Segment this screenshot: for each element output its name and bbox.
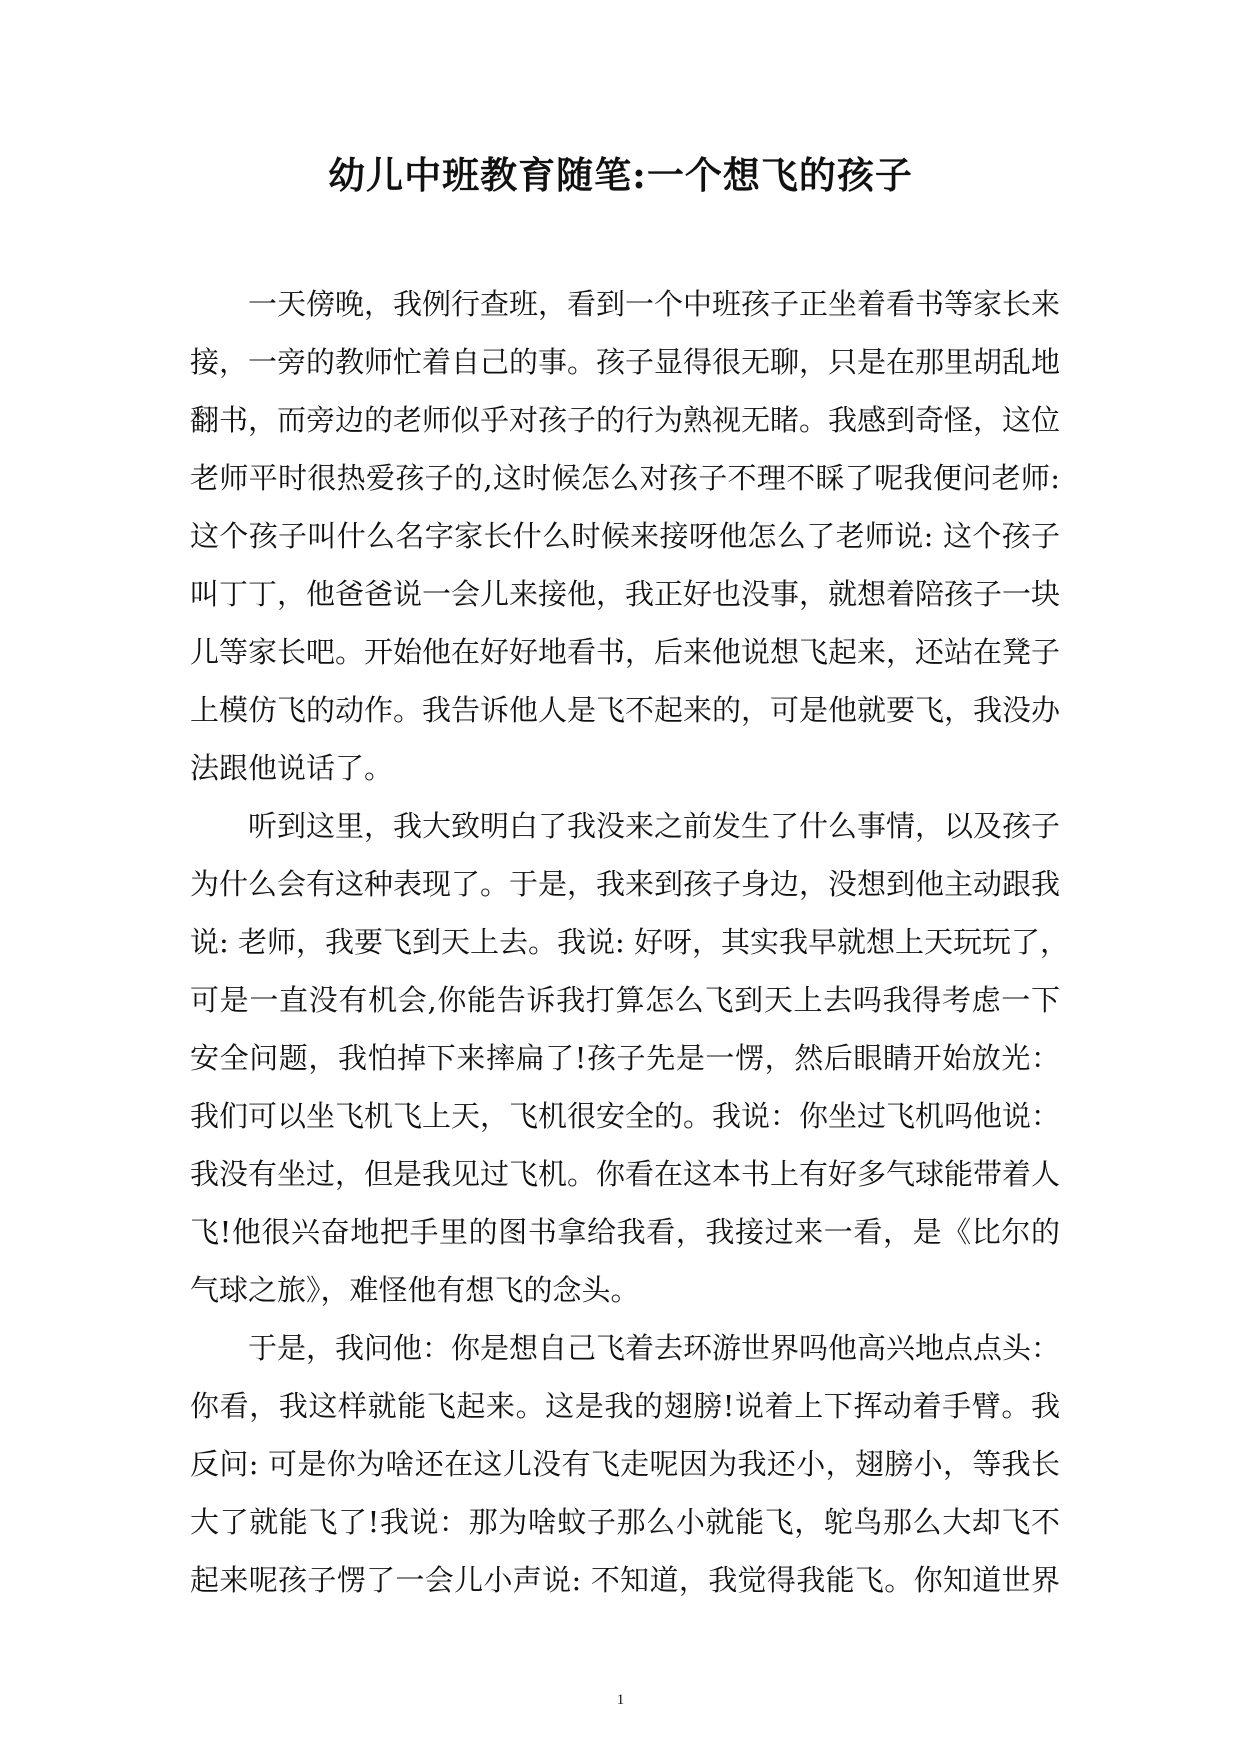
document-body [190,275,1069,1609]
paragraph-3-line-4: 大了就能飞了!我说：那为啥蚊子那么小就能飞，鸵鸟那么大却飞不 [190,1505,1060,1539]
paragraph-1-line-6: 叫丁丁，他爸爸说一会儿来接他，我正好也没事，就想着陪孩子一块 [190,577,1061,611]
paragraph-3-line-2: 你看，我这样就能飞起来。这是我的翅膀!说着上下挥动着手臂。我 [190,1389,1060,1423]
paragraph-2-line-8: 飞!他很兴奋地把手里的图书拿给我看，我接过来一看，是《比尔的 [190,1215,1060,1249]
paragraph-1-line-4: 老师平时很热爱孩子的,这时候怎么对孩子不理不睬了呢我便问老师: [190,461,1060,495]
paragraph-2-line-5: 安全问题，我怕掉下来摔扁了!孩子先是一愣，然后眼睛开始放光： [190,1041,1060,1075]
paragraph-1-line-2: 接，一旁的教师忙着自己的事。孩子显得很无聊，只是在那里胡乱地 [190,345,1061,379]
paragraph-2-line-1: 听到这里，我大致明白了我没来之前发生了什么事情，以及孩子 [248,809,1061,843]
paragraph-2-line-3: 说: 老师，我要飞到天上去。我说: 好呀，其实我早就想上天玩玩了， [190,925,1069,959]
paragraph-1-line-9: 法跟他说话了。 [190,751,394,785]
paragraph-2-line-2: 为什么会有这种表现了。于是，我来到孩子身边，没想到他主动跟我 [190,867,1061,901]
paragraph-3-line-3: 反问: 可是你为啥还在这儿没有飞走呢因为我还小，翅膀小，等我长 [190,1447,1060,1481]
document-title: 幼儿中班教育随笔:一个想飞的孩子 [328,153,913,197]
paragraph-1-line-5: 这个孩子叫什么名字家长什么时候来接呀他怎么了老师说: 这个孩子 [190,519,1060,553]
paragraph-2-line-4: 可是一直没有机会,你能告诉我打算怎么飞到天上去吗我得考虑一下 [190,983,1060,1017]
paragraph-1-line-1: 一天傍晚，我例行查班，看到一个中班孩子正坐着看书等家长来 [248,287,1061,321]
paragraph-3-line-1: 于是，我问他：你是想自己飞着去环游世界吗他高兴地点点头： [248,1331,1061,1365]
paragraph-3-line-5: 起来呢孩子愣了一会儿小声说: 不知道，我觉得我能飞。你知道世界 [190,1563,1060,1597]
paragraph-1-line-7: 儿等家长吧。开始他在好好地看书，后来他说想飞起来，还站在凳子 [190,635,1061,669]
page-number: 1 [616,1692,625,1708]
paragraph-2-line-9: 气球之旅》，难怪他有想飞的念头。 [190,1273,640,1307]
paragraph-2-line-6: 我们可以坐飞机飞上天，飞机很安全的。我说：你坐过飞机吗他说： [190,1099,1061,1133]
paragraph-1-line-3: 翻书，而旁边的老师似乎对孩子的行为熟视无睹。我感到奇怪，这位 [190,403,1061,437]
paragraph-2-line-7: 我没有坐过，但是我见过飞机。你看在这本书上有好多气球能带着人 [190,1157,1061,1191]
paragraph-1-line-8: 上模仿飞的动作。我告诉他人是飞不起来的，可是他就要飞，我没办 [190,693,1061,727]
